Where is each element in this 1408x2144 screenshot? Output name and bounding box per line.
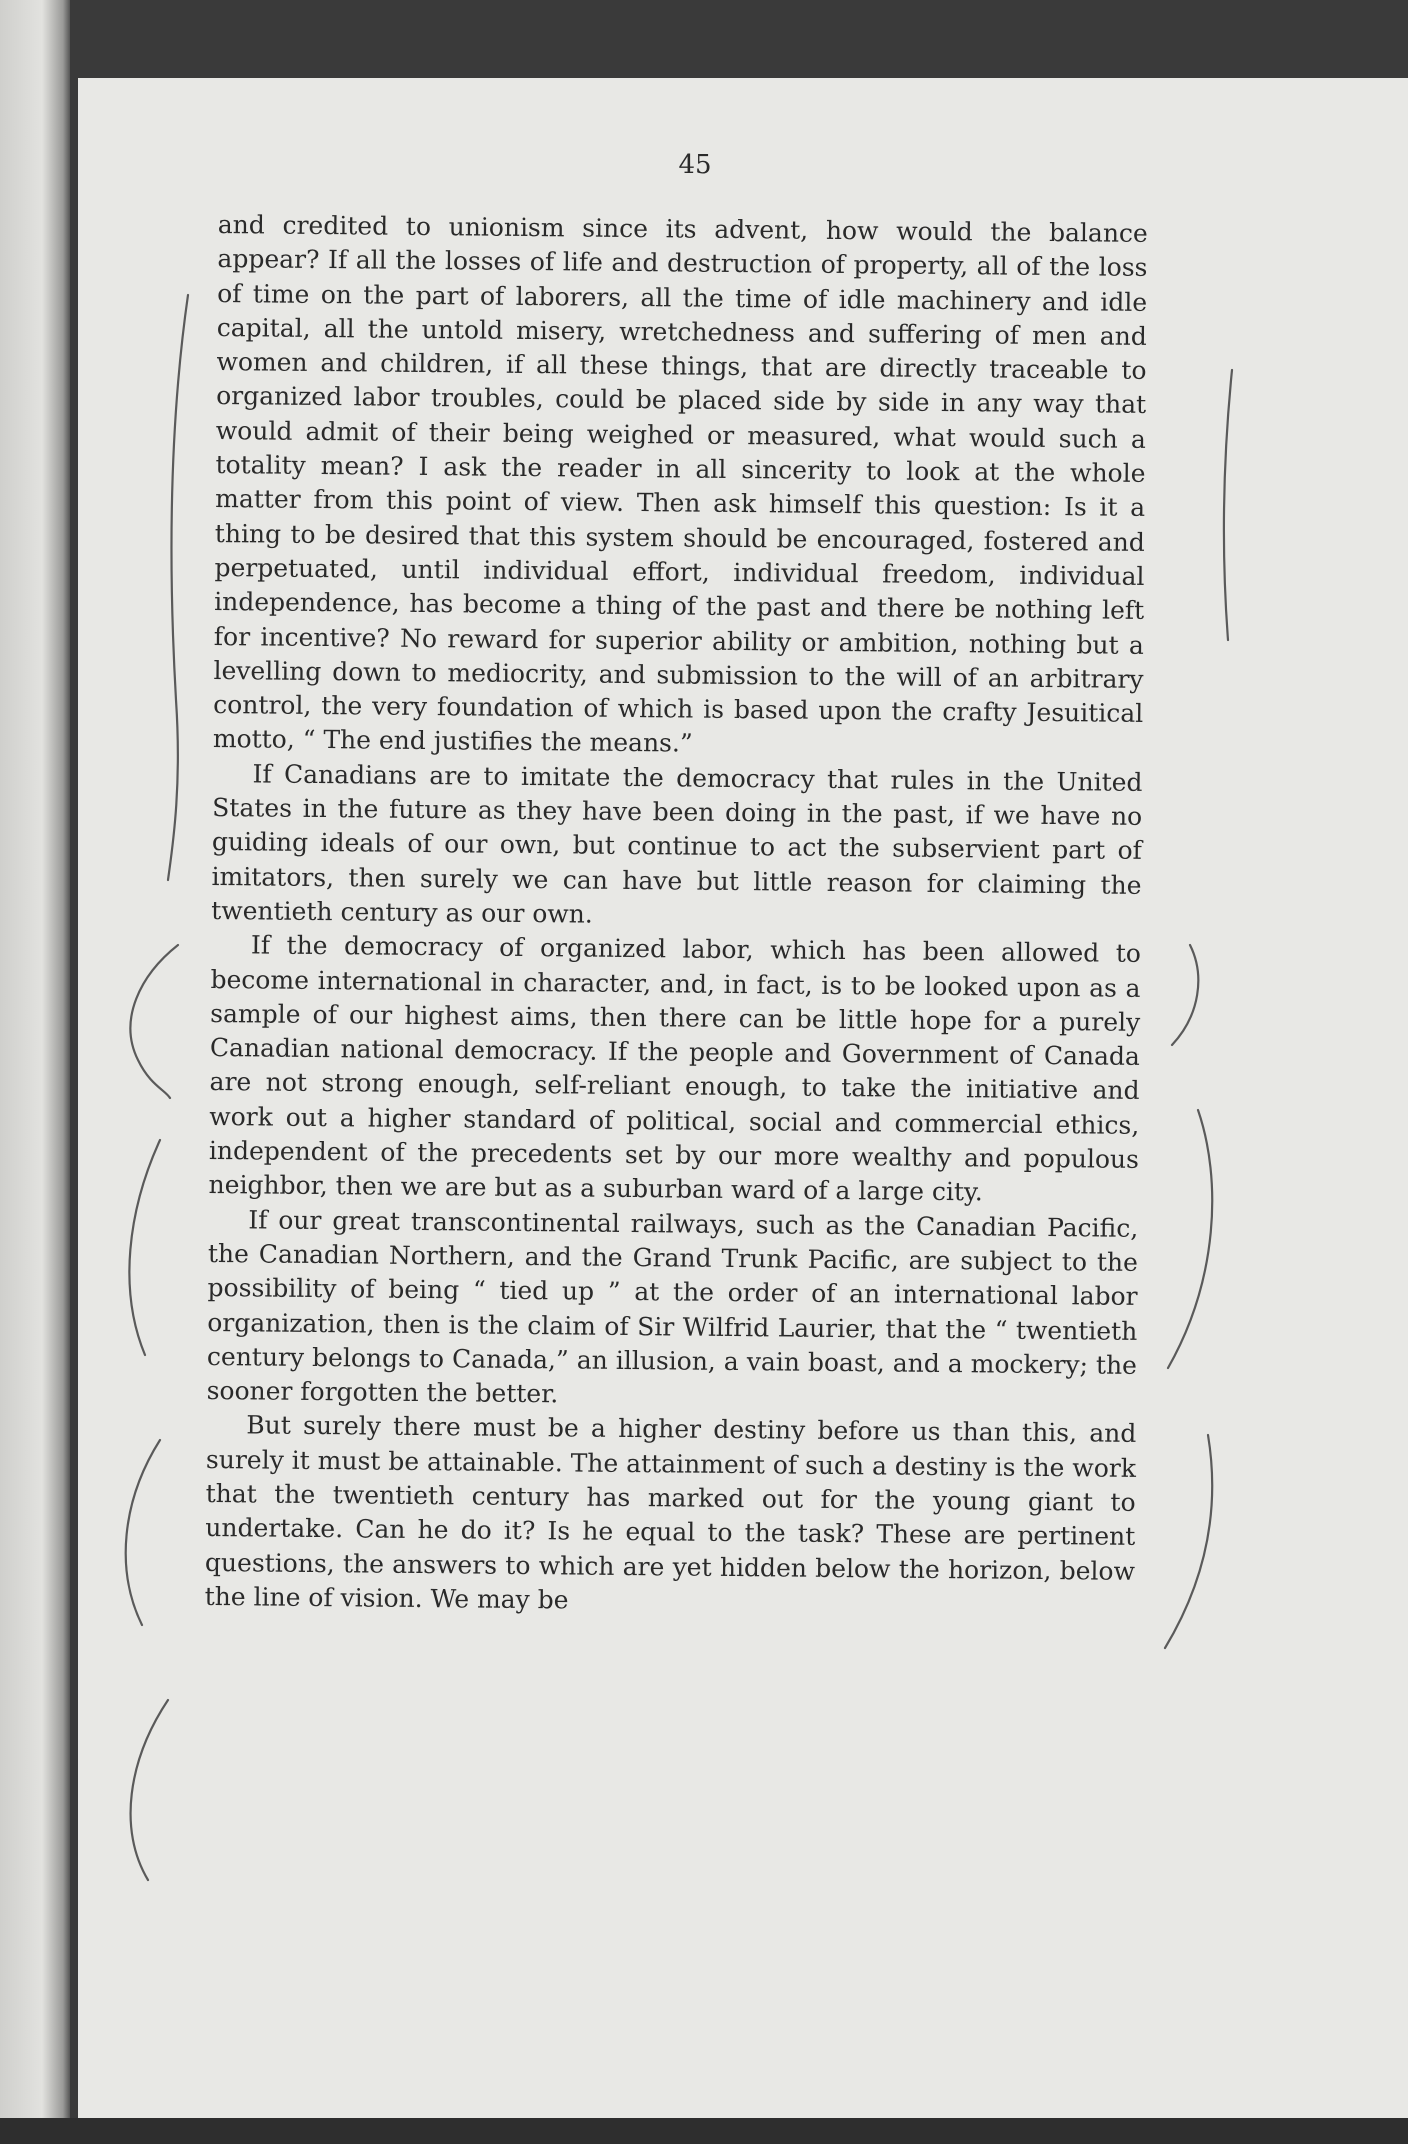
bracket-right-2 [1172, 945, 1198, 1045]
paragraph-2: If Canadians are to imitate the democracy that rules in the United States in the future as they have been doing in the past, if we have no guiding ideals of our own, but continue to act the subservient part of imitators, then surely we can have but little reason for claiming the twentieth century as our own. [211, 759, 1143, 929]
bracket-right-4 [1165, 1435, 1212, 1648]
bracket-left-3 [129, 1140, 160, 1355]
bracket-left-1 [168, 295, 188, 880]
paragraph-3: If the democracy of organized labor, which has been allowed to become international in character, and, in fact, is to be looked upon as a sample of our highest aims, then there can be little hope for a purely Canadian national democracy. If the people and Government of Canada are not strong enough, self-reliant enough, to take the initiative and work out a higher standard of political, social and commercial ethics, independent of the precedents set by our more wealthy and populous neighbor, then we are but as a suburban ward of a large city. [208, 930, 1142, 1207]
paragraph-5: But surely there must be a higher destiny before us than this, and surely it must be attainable. The attainment of such a destiny is the work that the twentieth century has marked out for the young giant to undertake. Can he do it? Is he equal to the task? These are pertinent questions, the answers to which are yet hidden below the horizon, below the line of vision. We may be [204, 1410, 1137, 1615]
paragraph-1: and credited to unionism since its advent, how would the balance appear? If all the losses of life and destruction of property, all of the loss of time on the part of laborers, all the time of idle machinery and idle capital, all the untold misery, wretchedness and suffering of men and women and children, if all these things, that are directly traceable to organized labor troubles, could be placed side by side in any way that would admit of their being weighed or measured, what would such a totality mean? I ask the reader in all sincerity to look at the whole matter from this point of view. Then ask himself this question: Is it a thing to be desired that this system should be encouraged, fostered and perpetuated, until individual effort, individual freedom, individual independence, has become a thing of the past and there be nothing left for incentive? No reward for superior ability or ambition, nothing but a levelling down to mediocrity, and submission to the will of an arbitrary control, the very foundation of which is based upon the crafty Jesuitical motto, “ The end justifies the means.” [212, 209, 1148, 759]
paragraph-4: If our great transcontinental railways, such as the Canadian Pacific, the Canadian Northern, and the Grand Trunk Pacific, are subject to the possibility of being “ tied up ” at the order of an international labor organization, then is the claim of Sir Wilfrid Laurier, that the “ twentieth century belongs to Canada,” an illusion, a vain boast, and a mockery; the sooner forgotten the better. [206, 1204, 1139, 1409]
bracket-left-2 [130, 945, 178, 1098]
bracket-left-4 [126, 1440, 160, 1625]
page-number: 45 [678, 150, 712, 180]
bracket-left-5 [131, 1700, 168, 1880]
bracket-right-3 [1168, 1110, 1212, 1368]
bracket-right-1 [1224, 370, 1232, 640]
